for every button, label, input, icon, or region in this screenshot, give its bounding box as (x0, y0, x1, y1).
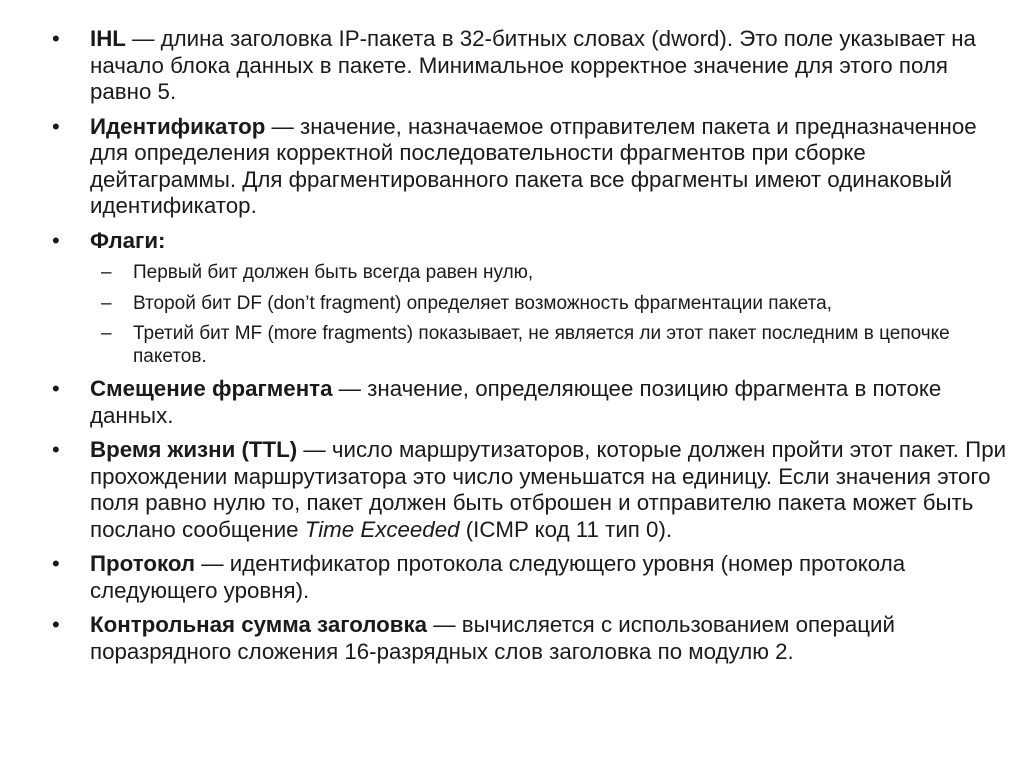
description-ttl-tail: (ICMP код 11 тип 0). (459, 516, 673, 542)
flag-2-text: Второй бит DF (don’t fragment) определяет возможность фрагментации пакета, (133, 292, 832, 314)
description-ihl: — длина заголовка IP-пакета в 32-битных словах (dword). Это поле указывает на начало блока данных в пакете. Минимальное корректное значение для этого поля равно 5. (90, 26, 976, 104)
term-identifier: Идентификатор (90, 113, 266, 139)
bullet-icon: • (52, 376, 60, 401)
term-flags: Флаги: (90, 227, 166, 253)
description-ttl: — число маршрутизаторов, которые должен пройти этот пакет. При прохождении маршрутизатора это число уменьшатся на единицу. Если значения этого поля равно нулю то, пакет должен быть отброшен и отправителю пакета может быть послано сообщение (90, 437, 1007, 542)
list-item-fragment-offset (48, 376, 1010, 429)
sublist-item-flag-3 (90, 323, 1010, 368)
bullet-icon: • (52, 26, 60, 51)
sublist-item-flag-1 (90, 262, 1010, 285)
dash-icon: – (101, 323, 112, 344)
flag-1-text: Первый бит должен быть всегда равен нулю, (133, 262, 534, 283)
bullet-icon: • (52, 113, 60, 139)
description-protocol: — идентификатор протокола следующего уровня (номер протокола следующего уровня). (90, 551, 906, 603)
bullet-icon: • (52, 437, 60, 462)
term-fragment-offset: Смещение фрагмента (90, 376, 333, 401)
dash-icon: – (101, 262, 112, 283)
field-list (48, 26, 1010, 665)
dash-icon: – (101, 292, 112, 314)
bullet-icon: • (52, 227, 60, 253)
description-fragment-offset: — значение, определяющее позицию фрагмента в потоке данных. (90, 376, 942, 428)
flag-3-text: Третий бит MF (more fragments) показывает, не является ли этот пакет последним в цепочке пакетов. (133, 323, 950, 367)
description-identifier: — значение, назначаемое отправителем пакета и предназначенное для определения корректной последовательности фрагментов при сборке дейтаграммы. Для фрагментированного пакета все фрагменты имеют одинаковый идентификатор. (90, 113, 977, 218)
list-item-ihl (48, 26, 1010, 106)
list-item-protocol (48, 551, 1010, 604)
description-checksum: — вычисляется с использованием операций поразрядного сложения 16-разрядных слов заголовка по модулю 2. (90, 612, 895, 664)
sublist-item-flag-2 (90, 293, 1010, 316)
description-ttl-italic: Time Exceeded (304, 516, 460, 542)
list-item-identifier (48, 114, 1010, 220)
flags-sublist (90, 262, 1010, 368)
list-item-ttl (48, 437, 1010, 543)
term-ihl: IHL (90, 26, 126, 51)
term-checksum: Контрольная сумма заголовка (90, 612, 428, 637)
slide-content (48, 26, 1010, 673)
bullet-icon: • (52, 551, 60, 576)
list-item-checksum (48, 612, 1010, 665)
list-item-flags (48, 228, 1010, 369)
term-protocol: Протокол (90, 551, 196, 576)
bullet-icon: • (52, 612, 60, 637)
term-ttl: Время жизни (TTL) (90, 437, 298, 462)
